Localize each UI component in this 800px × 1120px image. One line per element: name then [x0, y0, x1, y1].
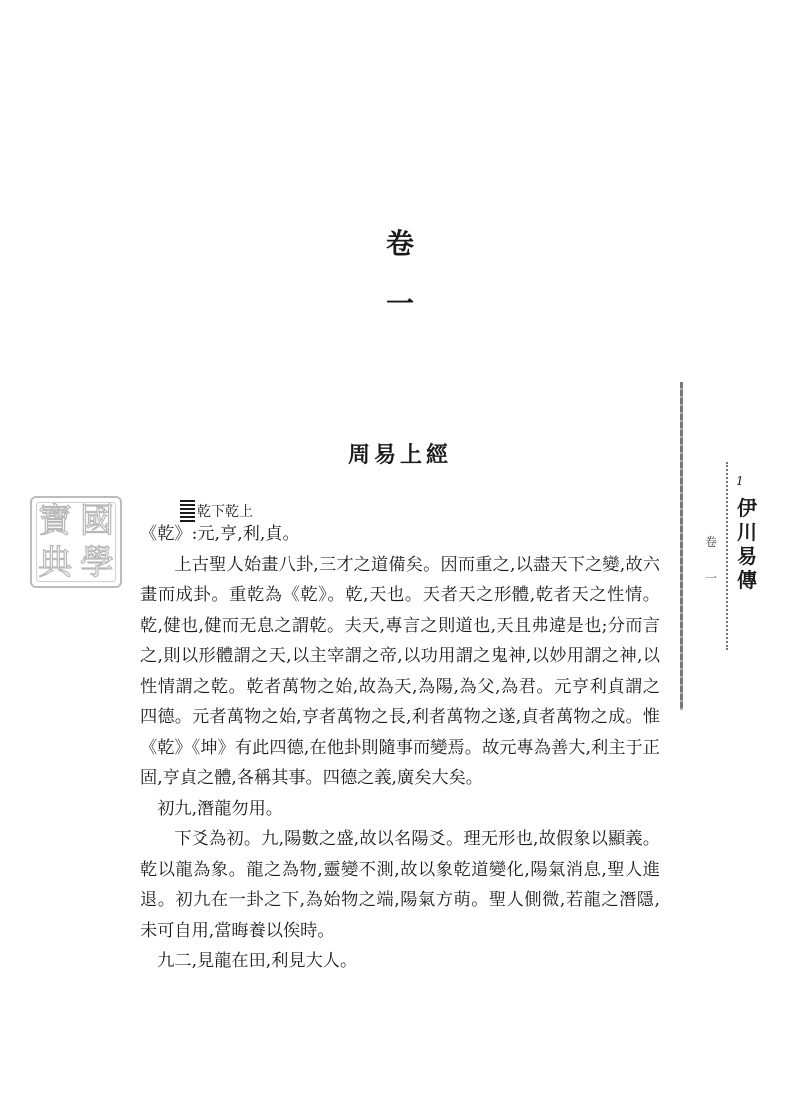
paragraph: 初九,潛龍勿用。: [157, 798, 283, 819]
section-title: 周易上經: [347, 442, 452, 468]
seal-char: 國: [80, 501, 114, 541]
paragraph: 《乾》:元,亨,利,貞。: [140, 524, 300, 544]
paragraph: 上古聖人始畫八卦,三才之道備矣。因而重之,以盡天下之變,故六畫而成卦。重乾為《乾》。乾,天也。天者天之形體,乾者天之性情。乾,健也,健而无息之謂乾。夫天,專言之則道也,天且弗違是也;分而言之,則以形體謂之天,以主宰謂之帝,以功用謂之鬼神,以妙用謂之神,以性情謂之乾。乾者萬物之始,故為天,為陽,為父,為君。元亨利貞謂之四德。元者萬物之始,亨者萬物之長,利者萬物之遂,貞者萬物之成。惟《乾》《坤》有此四德,在他卦則隨事而變焉。故元專為善大,利主于正固,亨貞之體,各稱其事。四德之義,廣矣大矣。: [140, 554, 660, 788]
hexagram-label: 乾下乾上: [197, 504, 253, 520]
seal-char: 學: [80, 543, 114, 583]
volume-title-1: 卷: [385, 227, 414, 260]
main-text: [140, 519, 660, 977]
dotted-divider: [726, 462, 728, 650]
seal-char: 寶: [38, 501, 72, 541]
volume-title-2: 一: [385, 287, 414, 320]
page-number: 1: [736, 474, 744, 488]
paragraph: 九二,見龍在田,利見大人。: [157, 951, 358, 971]
running-book-title: 伊川易傳: [737, 496, 757, 592]
running-volume: 卷一: [704, 535, 717, 585]
run-divider: [680, 382, 683, 710]
seal-stamp: [30, 496, 122, 588]
paragraph: 下爻為初。九,陽數之盛,故以名陽爻。理无形也,故假象以顯義。乾以龍為象。龍之為物,靈變不測,故以象乾道變化,陽氣消息,聖人進退。初九在一卦之下,為始物之端,陽氣方萌。聖人側微,若龍之潛隱,未可自用,當晦養以俟時。: [140, 829, 660, 941]
seal-char: 典: [38, 543, 72, 583]
